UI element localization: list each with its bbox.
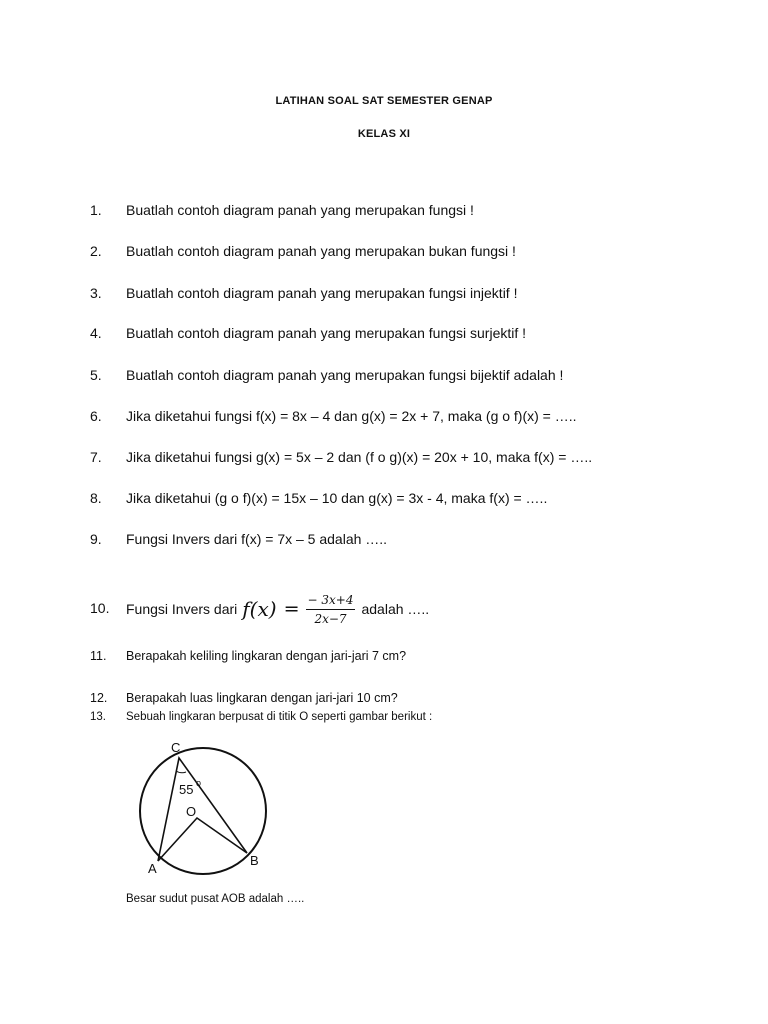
question-text: Buatlah contoh diagram panah yang merupakan bukan fungsi ! bbox=[126, 243, 516, 259]
question-9 bbox=[90, 528, 730, 550]
question-11 bbox=[90, 645, 730, 667]
question-number: 3. bbox=[90, 285, 102, 301]
question-text: Fungsi Invers dari f(x) = 7x – 5 adalah ….. bbox=[126, 531, 388, 547]
fraction bbox=[306, 593, 356, 626]
document-title: LATIHAN SOAL SAT SEMESTER GENAP bbox=[275, 95, 493, 107]
question-3 bbox=[90, 282, 730, 304]
question-number: 1. bbox=[90, 202, 102, 218]
question-number: 4. bbox=[90, 325, 102, 341]
label-point-o: O bbox=[186, 804, 197, 819]
question-suffix: adalah ….. bbox=[361, 601, 430, 617]
question-13 bbox=[90, 706, 730, 728]
question-text: Berapakah keliling lingkaran dengan jari-jari 7 cm? bbox=[126, 649, 407, 663]
question-text: Buatlah contoh diagram panah yang merupakan fungsi injektif ! bbox=[126, 285, 518, 301]
question-number: 12. bbox=[90, 691, 108, 705]
question-1 bbox=[90, 199, 730, 221]
question-13-prompt: Besar sudut pusat AOB adalah ….. bbox=[126, 893, 305, 905]
question-number: 2. bbox=[90, 243, 102, 259]
question-number: 5. bbox=[90, 367, 102, 383]
fraction-denominator: 2x−7 bbox=[314, 611, 347, 626]
question-8 bbox=[90, 487, 730, 509]
question-4 bbox=[90, 322, 730, 344]
question-text: Buatlah contoh diagram panah yang merupakan fungsi ! bbox=[126, 202, 474, 218]
question-number: 10. bbox=[90, 600, 110, 616]
question-text: Buatlah contoh diagram panah yang merupakan fungsi surjektif ! bbox=[126, 325, 527, 341]
question-number: 9. bbox=[90, 531, 102, 547]
question-number: 6. bbox=[90, 408, 102, 424]
question-text: Berapakah luas lingkaran dengan jari-jari 10 cm? bbox=[126, 691, 398, 705]
question-6 bbox=[90, 405, 730, 427]
fraction-numerator: − 3x+4 bbox=[306, 593, 356, 610]
question-prefix: Fungsi Invers dari bbox=[126, 601, 238, 617]
question-5 bbox=[90, 364, 730, 386]
question-text: Jika diketahui fungsi f(x) = 8x – 4 dan g(x) = 2x + 7, maka (g o f)(x) = ….. bbox=[126, 408, 577, 424]
question-2 bbox=[90, 240, 730, 262]
question-text: Sebuah lingkaran berpusat di titik O seperti gambar berikut : bbox=[126, 711, 433, 723]
document-subtitle: KELAS XI bbox=[357, 128, 411, 140]
question-number: 8. bbox=[90, 490, 102, 506]
equals-sign: = bbox=[283, 598, 300, 620]
question-text: Jika diketahui fungsi g(x) = 5x – 2 dan (f o g)(x) = 20x + 10, maka f(x) = ….. bbox=[126, 449, 593, 465]
angle-arc bbox=[176, 771, 186, 773]
function-name: f(x) bbox=[242, 597, 277, 621]
label-point-b: B bbox=[250, 853, 259, 868]
label-point-c: C bbox=[171, 740, 181, 755]
label-degree: o bbox=[196, 778, 202, 788]
circle-diagram bbox=[134, 738, 274, 878]
label-point-a: A bbox=[148, 861, 157, 876]
central-angle-lines bbox=[158, 818, 247, 861]
question-number: 7. bbox=[90, 449, 102, 465]
question-7 bbox=[90, 446, 730, 468]
question-text: Buatlah contoh diagram panah yang merupakan fungsi bijektif adalah ! bbox=[126, 367, 564, 383]
question-number: 11. bbox=[90, 649, 107, 663]
question-number: 13. bbox=[90, 711, 106, 723]
question-10 bbox=[90, 592, 730, 626]
label-angle-value: 55 bbox=[179, 782, 194, 797]
question-text: Jika diketahui (g o f)(x) = 15x – 10 dan g(x) = 3x - 4, maka f(x) = ….. bbox=[126, 490, 548, 506]
question-text bbox=[126, 589, 429, 629]
